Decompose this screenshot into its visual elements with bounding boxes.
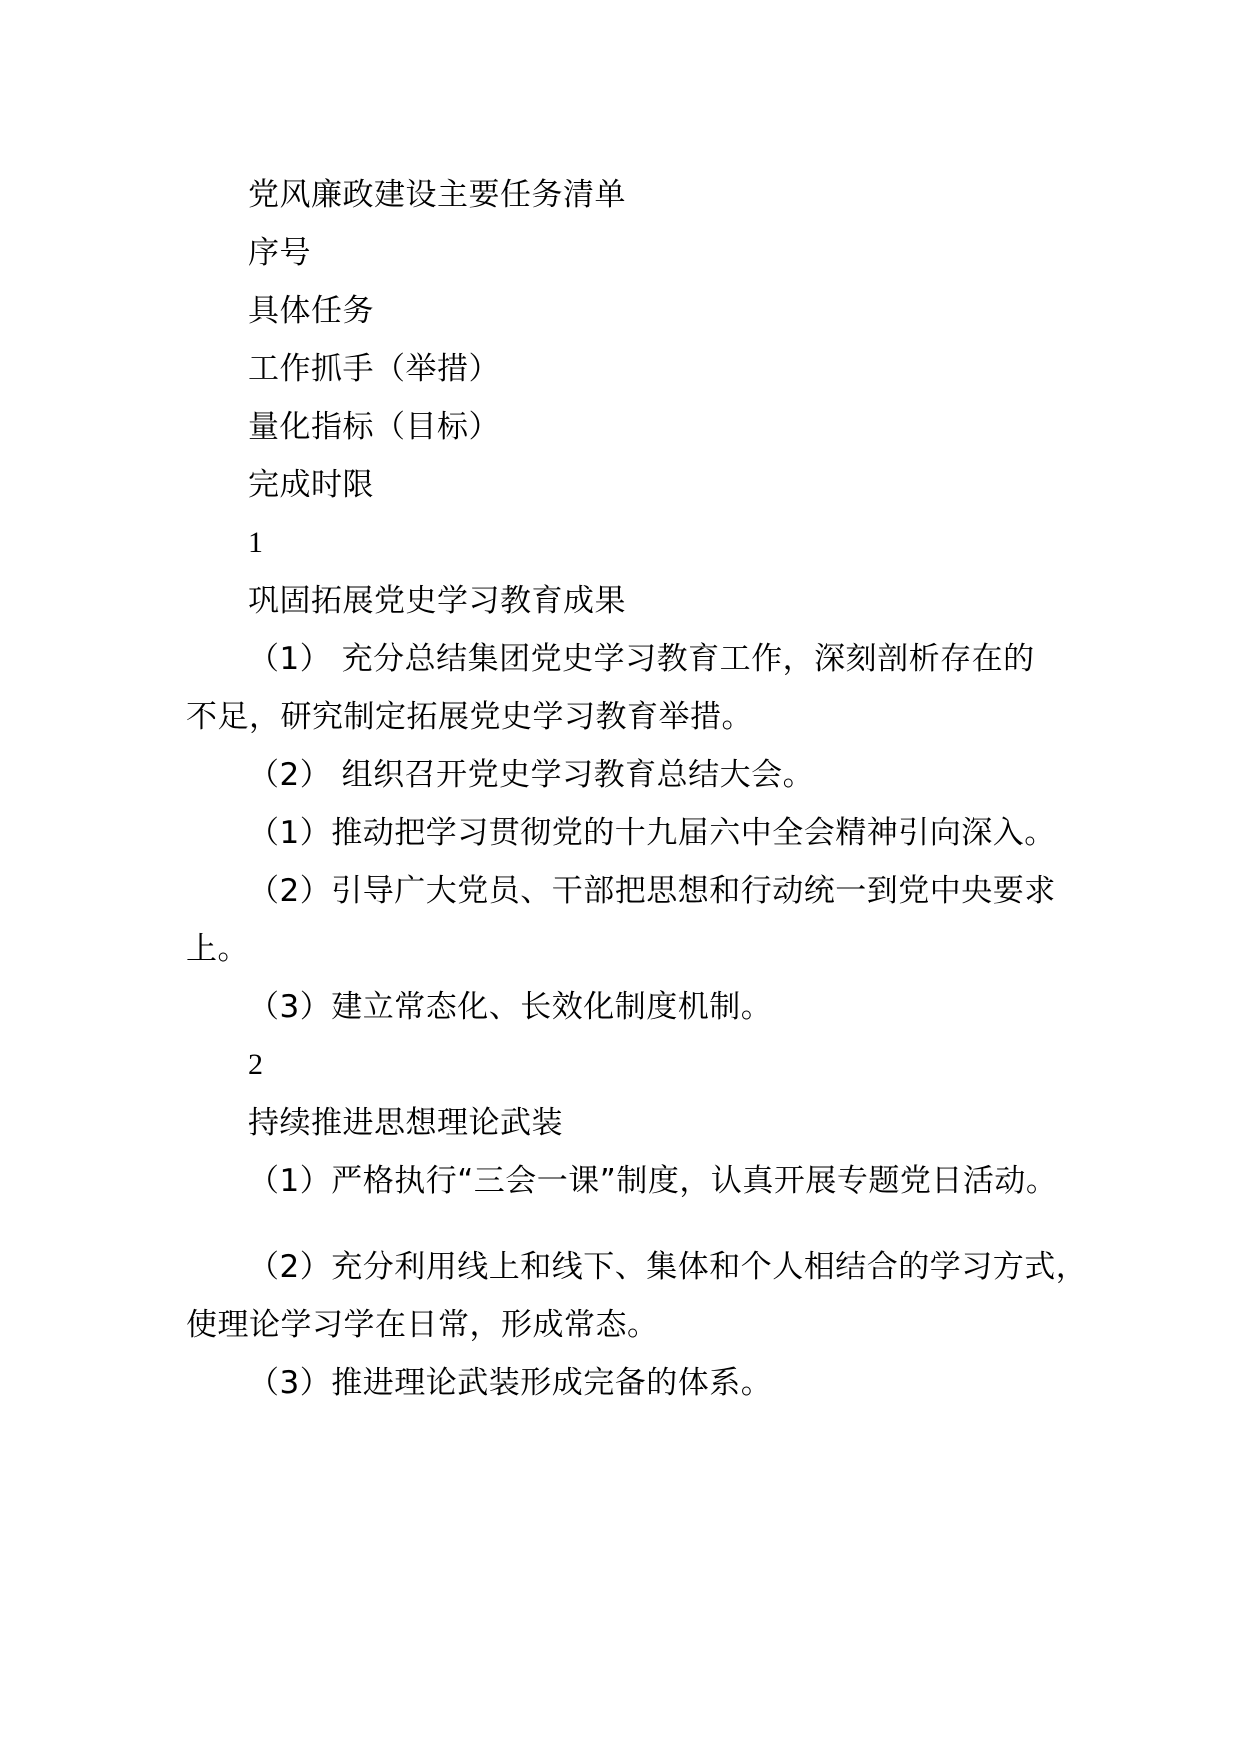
item-1-task: 巩固拓展党史学习教育成果 [248, 583, 626, 619]
item-1-measure-2: （2） 组织召开党史学习教育总结大会。 [248, 757, 815, 793]
header-deadline: 完成时限 [248, 467, 374, 503]
item-1-measure-1-line-1: （1） 充分总结集团党史学习教育工作，深刻剖析存在的 [248, 641, 1035, 677]
header-quantified-targets: 量化指标（目标） [248, 409, 500, 445]
item-1-target-2-line-2: 上。 [186, 931, 249, 967]
header-serial-number: 序号 [248, 235, 311, 271]
item-2-number: 2 [248, 1048, 264, 1081]
item-1-target-2-line-1: （2）引导广大党员、干部把思想和行动统一到党中央要求 [248, 873, 1056, 909]
item-2-task: 持续推进思想理论武装 [248, 1105, 563, 1141]
header-work-measures: 工作抓手（举措） [248, 351, 500, 387]
document-title: 党风廉政建设主要任务清单 [248, 177, 626, 213]
item-2-target-2-line-2: 使理论学习学在日常，形成常态。 [186, 1307, 659, 1343]
item-1-measure-1-line-2: 不足，研究制定拓展党史学习教育举措。 [186, 699, 753, 735]
item-2-target-1: （1）严格执行“三会一课”制度，认真开展专题党日活动。 [248, 1163, 1058, 1199]
item-1-target-1: （1）推动把学习贯彻党的十九届六中全会精神引向深入。 [248, 815, 1056, 851]
item-2-target-2-line-1: （2）充分利用线上和线下、集体和个人相结合的学习方式， [248, 1249, 1088, 1285]
item-1-target-3: （3）建立常态化、长效化制度机制。 [248, 989, 773, 1025]
header-specific-task: 具体任务 [248, 293, 374, 329]
item-2-target-3: （3）推进理论武装形成完备的体系。 [248, 1365, 773, 1401]
item-1-number: 1 [248, 526, 264, 559]
